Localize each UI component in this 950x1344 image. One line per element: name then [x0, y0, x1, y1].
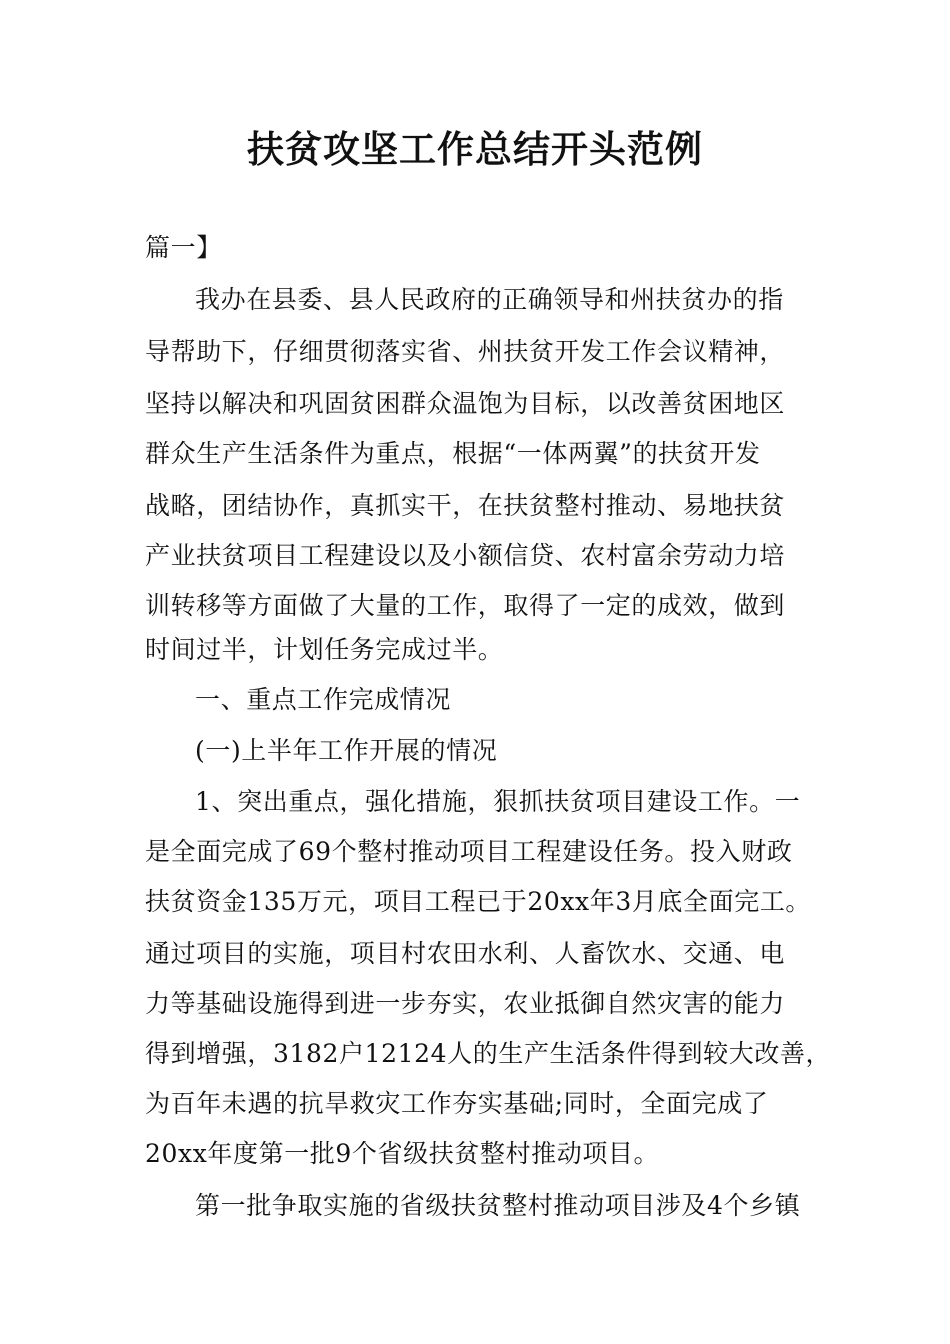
- paragraph-line-14: 得到增强，3182户12124人的生产生活条件得到较大改善，: [145, 1039, 832, 1068]
- paragraph-line-12: 通过项目的实施，项目村农田水利、人畜饮水、交通、电: [145, 939, 786, 968]
- paragraph-line-8: 时间过半，计划任务完成过半。: [145, 635, 504, 664]
- paragraph-line-10: 是全面完成了69个整村推动项目工程建设任务。投入财政: [145, 837, 793, 866]
- paragraph-line-4: 群众生产生活条件为重点，根据“一体两翼”的扶贫开发: [145, 439, 761, 468]
- paragraph-line-13: 力等基础设施得到进一步夯实，农业抵御自然灾害的能力: [145, 989, 786, 1018]
- document-title: 扶贫攻坚工作总结开头范例: [247, 128, 703, 171]
- subsection-heading-1: (一)上半年工作开展的情况: [195, 736, 498, 765]
- paragraph-line-17: 第一批争取实施的省级扶贫整村推动项目涉及4个乡镇: [195, 1191, 801, 1220]
- paragraph-line-3: 坚持以解决和巩固贫困群众温饱为目标，以改善贫困地区: [145, 389, 786, 418]
- paragraph-line-1: 我办在县委、县人民政府的正确领导和州扶贫办的指: [195, 285, 784, 314]
- paragraph-line-9: 1、突出重点，强化措施，狠抓扶贫项目建设工作。一: [195, 787, 801, 816]
- section-heading-1: 一、重点工作完成情况: [195, 685, 452, 714]
- paragraph-line-15: 为百年未遇的抗旱救灾工作夯实基础;同时，全面完成了: [145, 1089, 769, 1118]
- paragraph-line-5: 战略，团结协作，真抓实干，在扶贫整村推动、易地扶贫: [145, 491, 786, 520]
- paragraph-line-16: 20xx年度第一批9个省级扶贫整村推动项目。: [145, 1139, 660, 1168]
- paragraph-line-7: 训转移等方面做了大量的工作，取得了一定的成效，做到: [145, 591, 786, 620]
- paragraph-line-11: 扶贫资金135万元，项目工程已于20xx年3月底全面完工。: [145, 887, 812, 916]
- section-label: 篇一】: [145, 233, 222, 262]
- paragraph-line-6: 产业扶贫项目工程建设以及小额信贷、农村富余劳动力培: [145, 541, 786, 570]
- paragraph-line-2: 导帮助下，仔细贯彻落实省、州扶贫开发工作会议精神，: [145, 337, 786, 366]
